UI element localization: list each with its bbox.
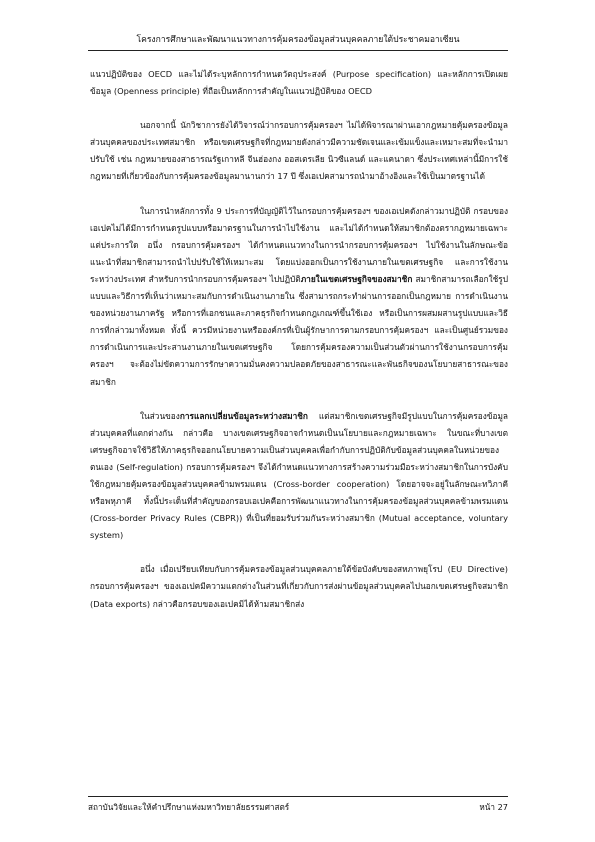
- footer-institution: สถาบันวิจัยและให้คำปรึกษาแห่งมหาวิทยาลัยธรรมศาสตร์: [88, 802, 290, 812]
- paragraph-3-emphasis: ภายในเขตเศรษฐกิจของสมาชิก: [300, 273, 413, 284]
- paragraph-3-text-cont: สมาชิกสามารถเลือกใช้รูปแบบและวิธีการที่เห็นว่าเหมาะสมกับการดำเนินงานภายใน ซึ่งสามารถกระทำผ่านการออกเป็นกฎหมาย การดำเนินงานของหน่วยงานภาครัฐ หรือการที่เอกชนและภาคธุรกิจกำหนดกฎเกณฑ์ขึ้นใช้เอง หรือเป็นการผสมผสานรูปแบบและวิธีการที่กล่าวมาทั้งหมด ทั้งนี้ ควรมีหน่วยงานหรือองค์กรที่เป็นผู้รักษาการตามกรอบการคุ้มครองฯ และเป็นศูนย์รวมของการดำเนินการและประสานงานภายในเขตเศรษฐกิจ โดยการคุ้มครองความเป็นส่วนตัวผ่านการใช้งานกรอบการคุ้มครองฯ จะต้องไม่ขัดความการรักษาความมั่นคงความปลอดภัยของสาธารณะและพันธกิจของนโยบายสาธารณะของสมาชิก: [90, 273, 508, 387]
- paragraph-4: [90, 408, 508, 545]
- header-divider: [88, 50, 508, 51]
- paragraph-5: [90, 561, 508, 612]
- paragraph-4-text: ในส่วนของ: [140, 410, 180, 421]
- footer-divider: [88, 796, 508, 797]
- paragraph-4-text-cont: แต่สมาชิกเขตเศรษฐกิจมีรูปแบบในการคุ้มครองข้อมูลส่วนบุคคลที่แตกต่างกัน กล่าวคือ บางเขตเศรษฐกิจอาจกำหนดเป็นนโยบายและกฎหมายเฉพาะ ในขณะที่บางเขตเศรษฐกิจอาจใช้วิธีให้ภาคธุรกิจออกนโยบายความเป็นส่วนบุคคลเพื่อกำกับการปฏิบัติกับข้อมูลส่วนบุคคลในหน่วยของตนเอง (Self-regulation) กรอบการคุ้มครองฯ จึงได้กำหนดแนวทางการสร้างความร่วมมือระหว่างสมาชิกในการบังคับใช้กฎหมายคุ้มครองข้อมูลส่วนบุคคลข้ามพรมแดน (Cross-border cooperation) โดยอาจจะอยู่ในลักษณะทวิภาคี หรือพหุภาคี ทั้งนี้ประเด็นที่สำคัญของกรอบเอเปคคือการพัฒนาแนวทางในการคุ้มครองข้อมูลส่วนบุคคลข้ามพรมแดน (Cross-border Privacy Rules (CBPR)) ที่เป็นที่ยอมรับร่วมกันระหว่างสมาชิก (Mutual acceptance, voluntary system): [90, 410, 508, 541]
- paragraph-2-text: นอกจากนี้ นักวิชาการยังได้วิจารณ์ว่ากรอบการคุ้มครองฯ ไม่ได้พิจารณาผ่านเอากฎหมายคุ้มครองข้อมูลส่วนบุคคลของประเทศสมาชิก หรือเขตเศรษฐกิจที่กฎหมายดังกล่าวมีความชัดเจนและเข้มแข็งและเหมาะสมที่จะนำมาปรับใช้ เช่น กฎหมายของสาธารณรัฐเกาหลี จีนฮ่องกง ออสเตรเลีย นิวซีแลนด์ และแคนาดา ซึ่งประเทศเหล่านี้มีการใช้กฎหมายที่เกี่ยวข้องกับการคุ้มครองข้อมูลมานานกว่า 17 ปี ซึ่งเอเปคสามารถนำมาอ้างอิงและใช้เป็นมาตรฐานได้: [90, 120, 508, 182]
- page-number: หน้า 27: [479, 802, 508, 812]
- paragraph-5-text: อนึ่ง เมื่อเปรียบเทียบกับการคุ้มครองข้อมูลส่วนบุคคลภายใต้ข้อบังคับของสหภาพยุโรป (EU Directive) กรอบการคุ้มครองฯ ของเอเปคมีความแตกต่างในส่วนที่เกี่ยวกับการส่งผ่านข้อมูลส่วนบุคคลไปนอกเขตเศรษฐกิจสมาชิก (Data exports) กล่าวคือกรอบของเอเปคมิได้ห้ามสมาชิกส่ง: [90, 564, 508, 609]
- paragraph-1: [90, 66, 508, 100]
- paragraph-1-text: แนวปฏิบัติของ OECD และไม่ได้ระบุหลักการกำหนดวัตถุประสงค์ (Purpose specification) และหลักการเปิดเผยข้อมูล (Openness principle) ที่ถือเป็นหลักการสำคัญในแนวปฏิบัติของ OECD: [90, 69, 508, 97]
- paragraph-4-emphasis: การแลกเปลี่ยนข้อมูลระหว่างสมาชิก: [179, 410, 308, 421]
- body-text: [90, 66, 508, 630]
- paragraph-2: [90, 117, 508, 185]
- paragraph-3: [90, 203, 508, 391]
- paragraph-3-text: ในการนำหลักการทั้ง 9 ประการที่บัญญัติไว้ในกรอบการคุ้มครองฯ ของเอเปคดังกล่าวมาปฏิบัติ กรอบของเอเปคไม่ได้มีการกำหนดรูปแบบหรือมาตรฐานในการนำไปใช้งาน และไม่ได้กำหนดให้สมาชิกต้องตรากฎหมายเฉพาะแต่ประการใด อนึ่ง กรอบการคุ้มครองฯ ได้กำหนดแนวทางในการนำกรอบการคุ้มครองฯ ไปใช้งานในลักษณะข้อแนะนำที่สมาชิกสามารถนำไปปรับใช้ให้เหมาะสม โดยแบ่งออกเป็นการใช้งานภายในเขตเศรษฐกิจ และการใช้งานระหว่างประเทศ สำหรับการนำกรอบการคุ้มครองฯ ไปปฏิบัติ: [90, 205, 508, 284]
- running-header: โครงการศึกษาและพัฒนาแนวทางการคุ้มครองข้อมูลส่วนบุคคลภายใต้ประชาคมอาเซียน: [136, 35, 460, 45]
